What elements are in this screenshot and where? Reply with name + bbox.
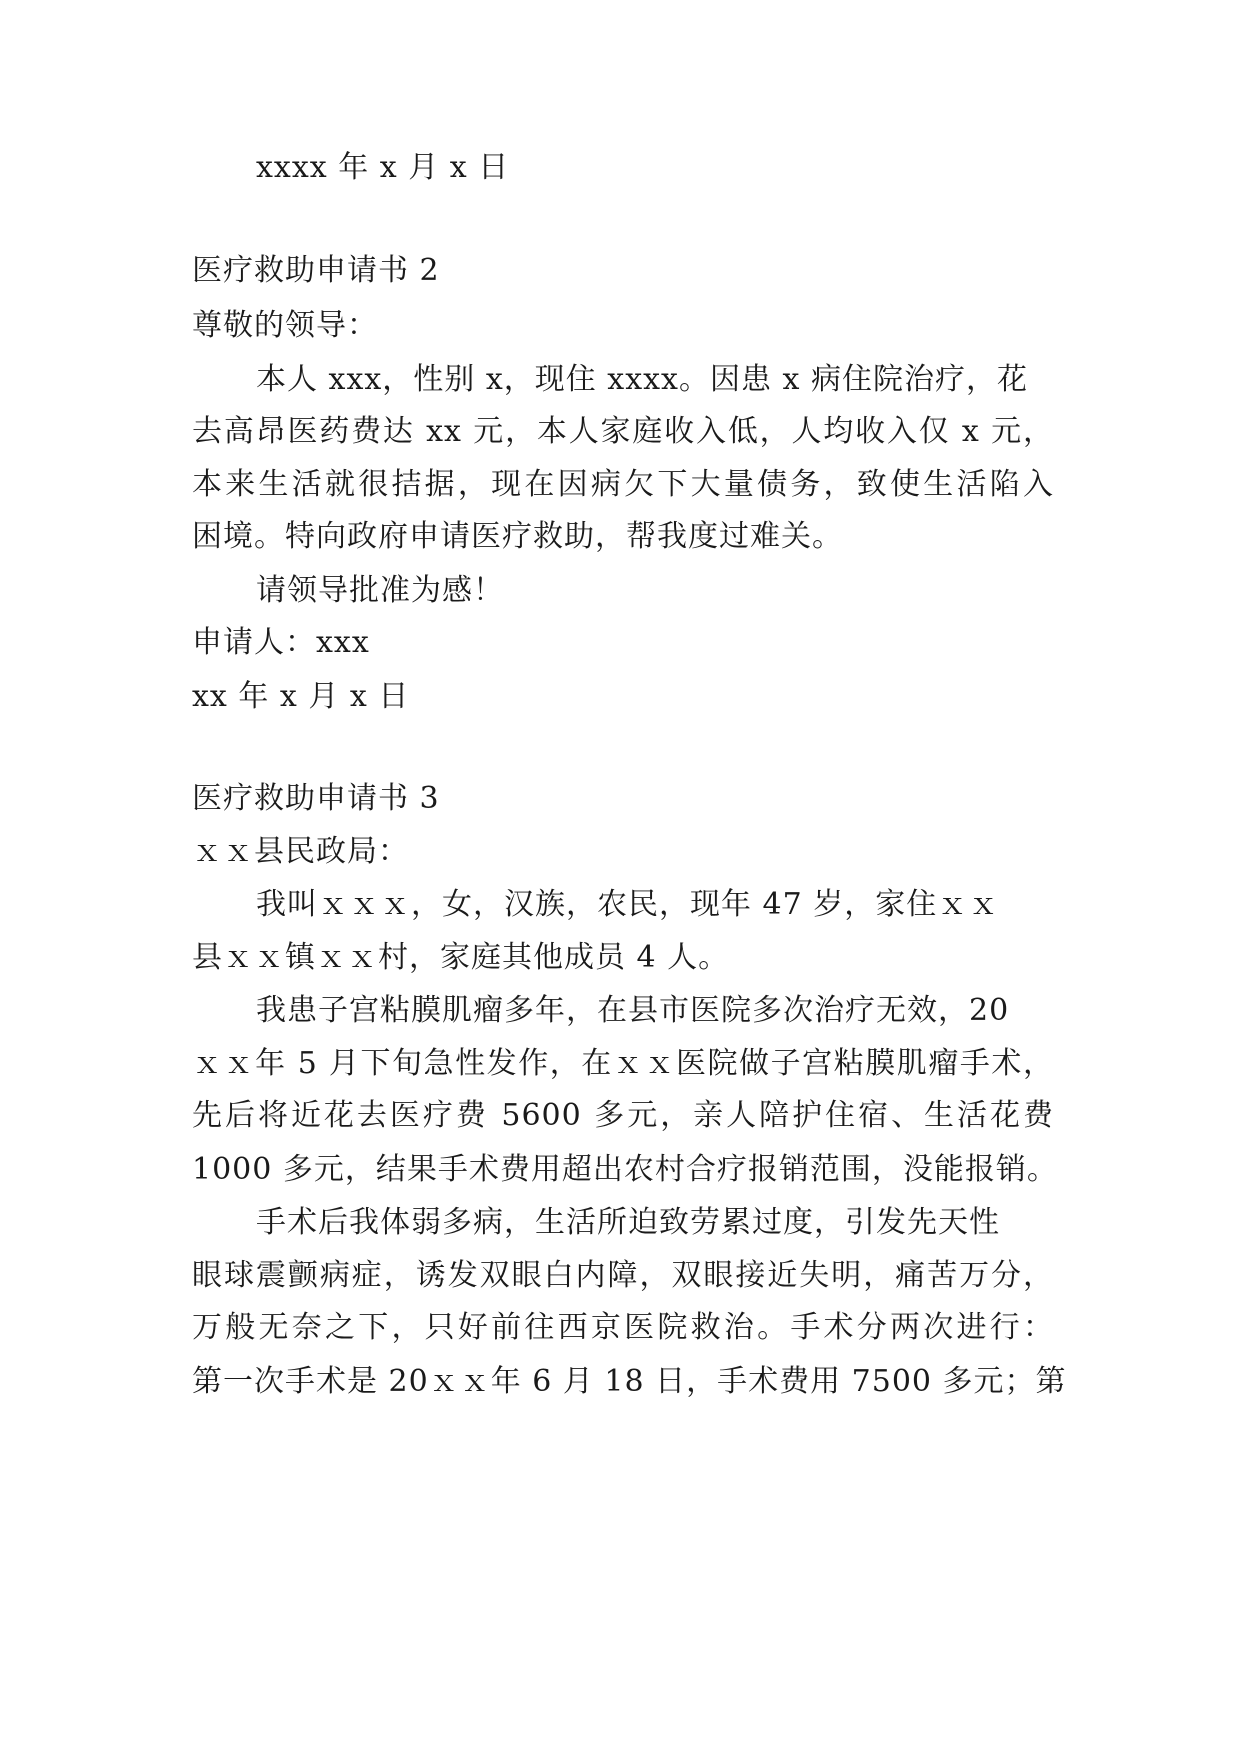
letter3-para-line: 万般无奈之下，只好前往西京医院救治。手术分两次进行： — [192, 1310, 1054, 1345]
letter2-title: 医疗救助申请书 2 — [192, 253, 440, 288]
letter2-date: xx 年 x 月 x 日 — [192, 679, 410, 714]
letter3-para-line: 我患子宫粘膜肌瘤多年，在县市医院多次治疗无效，20 — [256, 993, 1010, 1028]
letter3-para-line: 我叫ｘｘｘ，女，汉族，农民，现年 47 岁，家住ｘｘ — [256, 887, 1000, 922]
letter3-para-line: 1000 多元，结果手术费用超出农村合疗报销范围，没能报销。 — [192, 1152, 1058, 1187]
letter3-para-line: 县ｘｘ镇ｘｘ村，家庭其他成员 4 人。 — [192, 940, 730, 975]
letter2-applicant: 申请人：xxx — [192, 625, 370, 660]
letter3-salutation: ｘｘ县民政局： — [192, 834, 409, 869]
letter2-body-line: 本人 xxx，性别 x，现住 xxxx。因患 x 病住院治疗，花 — [256, 362, 1028, 397]
letter3-para-line: 先后将近花去医疗费 5600 多元，亲人陪护住宿、生活花费 — [192, 1098, 1054, 1133]
letter3-para-line: 第一次手术是 20ｘｘ年 6 月 18 日，手术费用 7500 多元；第 — [192, 1364, 1067, 1399]
top-date: xxxx 年 x 月 x 日 — [256, 150, 510, 185]
letter3-para-line: 眼球震颤病症，诱发双眼白内障，双眼接近失明，痛苦万分， — [192, 1258, 1054, 1293]
letter3-para-line: 手术后我体弱多病，生活所迫致劳累过度，引发先天性 — [256, 1205, 1000, 1240]
letter3-para-line: ｘｘ年 5 月下旬急性发作，在ｘｘ医院做子宫粘膜肌瘤手术， — [192, 1046, 1054, 1081]
letter2-body-line: 困境。特向政府申请医疗救助，帮我度过难关。 — [192, 519, 843, 554]
letter2-body-line: 本来生活就很拮据，现在因病欠下大量债务，致使生活陷入 — [192, 467, 1054, 502]
letter2-body-line: 去高昂医药费达 xx 元，本人家庭收入低，人均收入仅 x 元， — [192, 414, 1054, 449]
letter2-salutation: 尊敬的领导： — [192, 308, 378, 343]
letter3-title: 医疗救助申请书 3 — [192, 781, 440, 816]
letter2-closing: 请领导批准为感！ — [256, 573, 504, 608]
